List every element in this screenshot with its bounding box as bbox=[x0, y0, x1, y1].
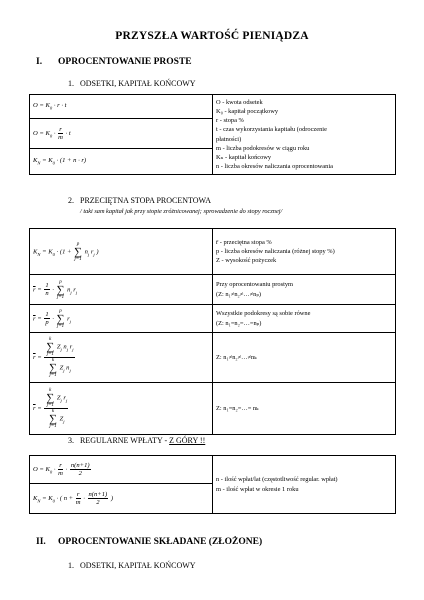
formula-table-average-rate bbox=[29, 228, 396, 435]
formula-table-regular-payments bbox=[29, 455, 396, 514]
subsection-1-3-emphasis: Z GÓRY !! bbox=[169, 436, 206, 445]
formula-weighted-rate-unequal: $\overline{r}$ = k ∑ j=1 $Z_j$ $n_j$ $r_j$ k ∑ j=1 $Z_j$ $n_j$ bbox=[30, 333, 213, 383]
formula-interest-regular-payments: $O = K_0$ · $\frac{r}{m}$ · $\frac{n(n+1)}{2}$ bbox=[30, 456, 213, 484]
formula-table-simple-interest bbox=[29, 94, 396, 175]
weighted-rate-unequal-note bbox=[213, 333, 396, 383]
legend-line: r - stopa % bbox=[216, 117, 244, 125]
subsection-1-3-number: 3. bbox=[68, 436, 74, 445]
formula-average-rate-equal: $\overline{r}$ = $\frac{1}{p}$ · p ∑ j=1 $r_j$ bbox=[30, 305, 213, 333]
subsection-1-1-title: ODSETKI, KAPITAŁ KOŃCOWY bbox=[80, 79, 196, 88]
formula-interest-simple: $O = K_0 \cdot r \cdot t$ bbox=[30, 95, 213, 119]
formula-average-rate-unequal: $\overline{r}$ = $\frac{1}{n}$ · p ∑ j=1 $n_j$ $r_j$ bbox=[30, 275, 213, 305]
legend-line: Z: n₁≠n₂≠…≠nₖ bbox=[216, 353, 257, 361]
subsection-1-2-number: 2. bbox=[68, 196, 74, 205]
legend-line: Kₙ - kapitał końcowy bbox=[216, 153, 272, 161]
section-2-title: OPROCENTOWANIE SKŁADANE (ZŁOŻONE) bbox=[58, 537, 263, 547]
simple-interest-legend bbox=[213, 95, 396, 175]
subsection-1-1-heading bbox=[68, 79, 196, 88]
legend-line: Wszystkie podokresy są sobie równe bbox=[216, 310, 311, 318]
legend-line: p - liczba okresów naliczania (różnej stopy %) bbox=[216, 247, 335, 255]
subsection-1-1-number: 1. bbox=[68, 79, 74, 88]
subsection-1-3-title: REGULARNE WPŁATY - bbox=[80, 436, 170, 445]
formula-final-capital-regular-payments: $K_N = K_0$ · ( n + $\frac{r}{m}$ · $\frac{n(n+1)}{2}$ ) bbox=[30, 484, 213, 514]
legend-line: m - liczba podokresów w ciągu roku bbox=[216, 144, 310, 152]
legend-line: r̄ - przeciętna stopa % bbox=[216, 238, 272, 246]
section-1-heading bbox=[36, 57, 192, 67]
formula-interest-subperiods: $O = K_0$ · $\frac{r}{m}$ · t bbox=[30, 119, 213, 149]
formula-weighted-rate-equal: $\overline{r}$ = k ∑ j=1 $Z_j$ $r_j$ k ∑ j=1 $Z_j$ bbox=[30, 383, 213, 435]
legend-line: płatności) bbox=[216, 135, 242, 143]
legend-line: Przy oprocentowaniu prostym bbox=[216, 281, 294, 289]
formula-final-capital-simple: $K_N = K_0 \cdot (1 + n \cdot r)$ bbox=[30, 149, 213, 175]
legend-line: (Z: n₁≠n₂≠…≠nₚ) bbox=[216, 290, 262, 298]
average-rate-equal-note bbox=[213, 305, 396, 333]
subsection-1-2-title: PRZECIĘTNA STOPA PROCENTOWA bbox=[80, 196, 211, 205]
legend-line: m - ilość wpłat w okresie 1 roku bbox=[216, 485, 299, 493]
legend-line: (Z: n₁=n₂=…=nₚ) bbox=[216, 319, 262, 327]
subsection-1-2-note: / taki sam kapitał jak przy stopie zróżnicowanej; sprowadzenie do stopy rocznej/ bbox=[80, 208, 283, 215]
section-2-heading bbox=[36, 537, 262, 547]
legend-line: O - kwota odsetek bbox=[216, 98, 263, 106]
legend-line: n - liczba okresów naliczania oprocentowania bbox=[216, 163, 333, 171]
legend-line: Z - wysokość pożyczek bbox=[216, 257, 277, 265]
section-2-number: II. bbox=[36, 537, 46, 547]
subsection-2-1-title: ODSETKI, KAPITAŁ KOŃCOWY bbox=[80, 561, 196, 570]
legend-line: n - ilość wpłat/lat (częstotliwość regular. wpłat) bbox=[216, 476, 338, 484]
average-rate-legend bbox=[213, 229, 396, 275]
section-1-number: I. bbox=[36, 57, 43, 67]
legend-line: Z: n₁=n₂=…= nₖ bbox=[216, 404, 259, 412]
subsection-2-1-heading bbox=[68, 561, 196, 570]
legend-line: t - czas wykorzystania kapitału (odroczenie bbox=[216, 126, 327, 134]
formula-final-capital-variable-rate: $K_N = K_0 \cdot (1 + p$ ∑ j=1 $n_j$ $r_j$ ) bbox=[30, 229, 213, 275]
weighted-rate-equal-note bbox=[213, 383, 396, 435]
subsection-2-1-number: 1. bbox=[68, 561, 74, 570]
page-title: PRZYSZŁA WARTOŚĆ PIENIĄDZA bbox=[115, 30, 309, 42]
subsection-1-2-heading bbox=[68, 196, 211, 205]
average-rate-unequal-note bbox=[213, 275, 396, 305]
legend-line: K₀ - kapitał początkowy bbox=[216, 107, 279, 115]
subsection-1-3-heading bbox=[68, 436, 205, 445]
section-1-title: OPROCENTOWANIE PROSTE bbox=[58, 57, 192, 67]
regular-payments-legend bbox=[213, 456, 396, 514]
